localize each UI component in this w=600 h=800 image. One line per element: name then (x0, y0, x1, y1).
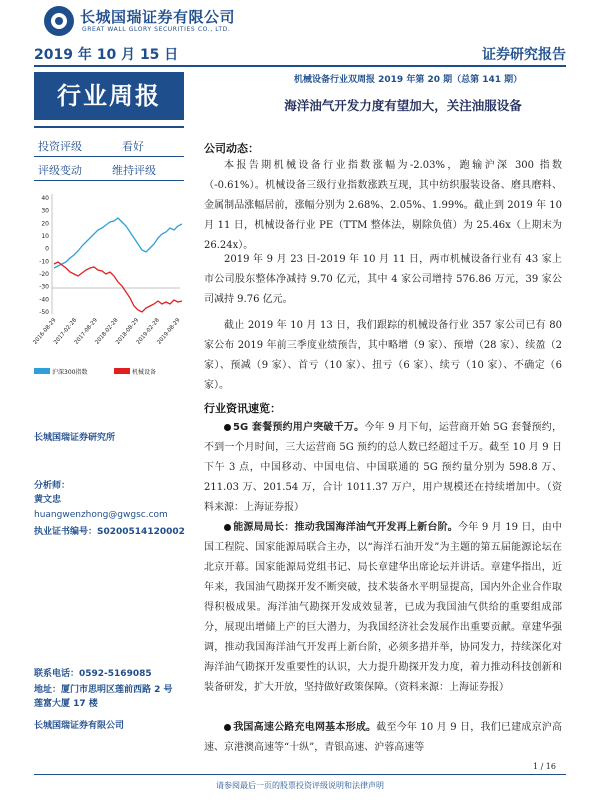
news-item-5g (204, 418, 562, 518)
legend-label-hs300: 沪深300指数 (52, 369, 88, 376)
y-tick-label: 0 (45, 245, 49, 253)
contact-phone: 联系电话：0592-5169085 (34, 669, 152, 679)
footer-disclaimer: 请参阅最后一页的股票投资评级说明和法律声明 (216, 781, 384, 790)
company-name-en: GREAT WALL GLORY SECURITIES CO., LTD. (82, 26, 231, 33)
paragraph-earnings-preview: 截止 2019 年 10 月 13 日，我们跟踪的机械设备行业 357 家公司已有 80 家公布 2019 年前三季度业绩预告，其中略增（9 家）、预增（28 家）、续盈（2 家）、预减（9 家）、首亏（10 家）、扭亏（6 家）、续亏（10 家）、不确定（6 家）。 (204, 320, 562, 391)
institute-name: 长城国瑞证券研究所 (34, 433, 116, 443)
company-name-cn: 长城国瑞证券有限公司 (80, 8, 236, 26)
report-date: 2019 年 10 月 15 日 (34, 47, 179, 63)
y-tick-label: 20 (41, 220, 49, 228)
legend-label-machinery: 机械设备 (132, 369, 157, 376)
report-type: 证券研究报告 (482, 47, 566, 63)
news-body-highway: 截至今年 10 月 9 日，我们已建成京沪高速、京港澳高速等“十纵”，青银高速、沪蓉高速等 (204, 722, 562, 753)
series-line-hs300 (54, 218, 182, 268)
y-tick-label: -20 (39, 271, 49, 278)
x-tick-label: 2018-08-29 (115, 317, 141, 346)
x-tick-label: 2017-08-29 (73, 317, 99, 346)
y-tick-label: -10 (39, 258, 49, 266)
x-tick-label: 2018-02-28 (94, 317, 120, 346)
news-headline-highway: 我国高速公路充电网基本形成。 (233, 722, 377, 733)
report-title: 海洋油气开发力度有望加大，关注油服设备 (284, 98, 522, 113)
x-tick-label: 2017-02-28 (53, 317, 79, 346)
paragraph-index-performance: 本报告期机械设备行业指数涨幅为-2.03%，跑输沪深 300 指数（-0.61%）。机械设备三级行业指数涨跌互现，其中纺织服装设备、磨具磨料、金属制品涨幅居前，涨幅分别为 2.68%、2.05%、1.99%。截止到 2019 年 10 月 11 日，机械设备行业 PE（TTM 整体法，剔除负值）为 25.46x（上期末为 26.24x）。 (204, 160, 562, 251)
invest-rating-label: 投资评级 (38, 140, 82, 153)
x-tick-label: 2019-02-28 (135, 317, 161, 346)
y-tick-label: -40 (39, 296, 49, 304)
analyst-name: 黄文忠 (34, 495, 62, 505)
bullet-icon (224, 524, 231, 531)
section-industry-news: 行业资讯速览： (204, 402, 281, 415)
y-tick-label: 30 (41, 207, 49, 215)
paragraph-holdings: 2019 年 9 月 23 日-2019 年 10 月 11 日，两市机械设备行业有 43 家上市公司股东整体净减持 9.70 亿元，其中 4 家公司增持 576.86 万元，39 家公司减持 9.76 亿元。 (204, 254, 562, 305)
invest-rating-value: 看好 (122, 140, 144, 153)
series-line-machinery (54, 262, 182, 312)
news-body-energy: 今年 9 月 19 日，由中国工程院、国家能源局联合主办，以“海洋石油开发”为主题的第五届能源论坛在北京开幕。国家能源局党组书记、局长章建华出席论坛并讲话。章建华指出，近年来，我国油气勘探开发不断突破，技术装备水平明显提高，国内外企业合作取得积极成果。海洋油气勘探开发成效显著，已成为我国油气供给的重要组成部分，展现出增储上产的巨大潜力，为我国经济社会发展作出重要贡献。章建华强调，推动我国海洋油气开发再上新台阶，必须多措并举，协同发力，持续深化对海洋油气勘探开发重要性的认识，大力提升勘探开发力度，着力推动科技创新和装备研发，扩大开放，坚持做好政策保障。（资料来源：上海证券报） (204, 522, 562, 693)
legend-swatch-hs300 (34, 368, 50, 374)
x-axis-ticks (32, 317, 181, 346)
y-tick-label: 10 (41, 233, 49, 240)
y-tick-label: -50 (39, 309, 49, 316)
rating-divider-2 (34, 180, 184, 181)
bullet-icon (224, 724, 231, 731)
report-series: 机械设备行业双周报 2019 年第 20 期（总第 141 期） (294, 75, 523, 85)
contact-address-1: 地址：厦门市思明区莲前西路 2 号 (34, 685, 173, 695)
x-tick-label: 2016-08-29 (32, 317, 58, 346)
box-divider (34, 126, 184, 128)
page-number: 1 / 16 (532, 762, 556, 771)
index-comparison-chart (30, 188, 188, 378)
news-headline-energy: 能源局局长：推动我国海洋油气开发再上新台阶。 (233, 522, 459, 533)
x-tick-label: 2019-08-29 (156, 317, 182, 346)
news-item-highway (204, 718, 562, 760)
legend-swatch-machinery (114, 368, 130, 374)
analyst-email[interactable]: huangwenzhong@gwgsc.com (34, 510, 168, 520)
sidebar-company: 长城国瑞证券有限公司 (34, 721, 125, 731)
analyst-cert: 执业证书编号：S0200514120002 (34, 527, 185, 537)
news-headline-5g: 5G 套餐预约用户突破千万。 (233, 422, 365, 433)
company-logo-icon (44, 6, 74, 36)
news-item-energy (204, 518, 562, 698)
y-tick-label: 40 (41, 195, 49, 202)
footer-divider (34, 774, 566, 775)
rating-change-value: 维持评级 (112, 164, 156, 177)
header-divider (34, 65, 566, 67)
rating-divider (34, 156, 184, 157)
bullet-icon (224, 424, 231, 431)
section-company-news: 公司动态： (204, 142, 259, 155)
analyst-label: 分析师： (34, 481, 71, 491)
y-axis-ticks (39, 195, 49, 316)
report-category-box: 行业周报 (34, 72, 184, 120)
contact-address-2: 莲富大厦 17 楼 (34, 699, 98, 709)
news-body-5g: 今年 9 月下旬，运营商开始 5G 套餐预约，不到一个月时间，三大运营商 5G 预约的总人数已经超过千万。截至 10 月 9 日下午 3 点，中国移动、中国电信、中国联通的 5G 预约量分别为 598.8 万、211.03 万、201.54 万，合计 1011.37 万户，用户规模还在持续增加中。（资料来源：上海证券报） (204, 422, 562, 513)
rating-change-label: 评级变动 (38, 164, 82, 177)
y-tick-label: -30 (39, 283, 49, 291)
